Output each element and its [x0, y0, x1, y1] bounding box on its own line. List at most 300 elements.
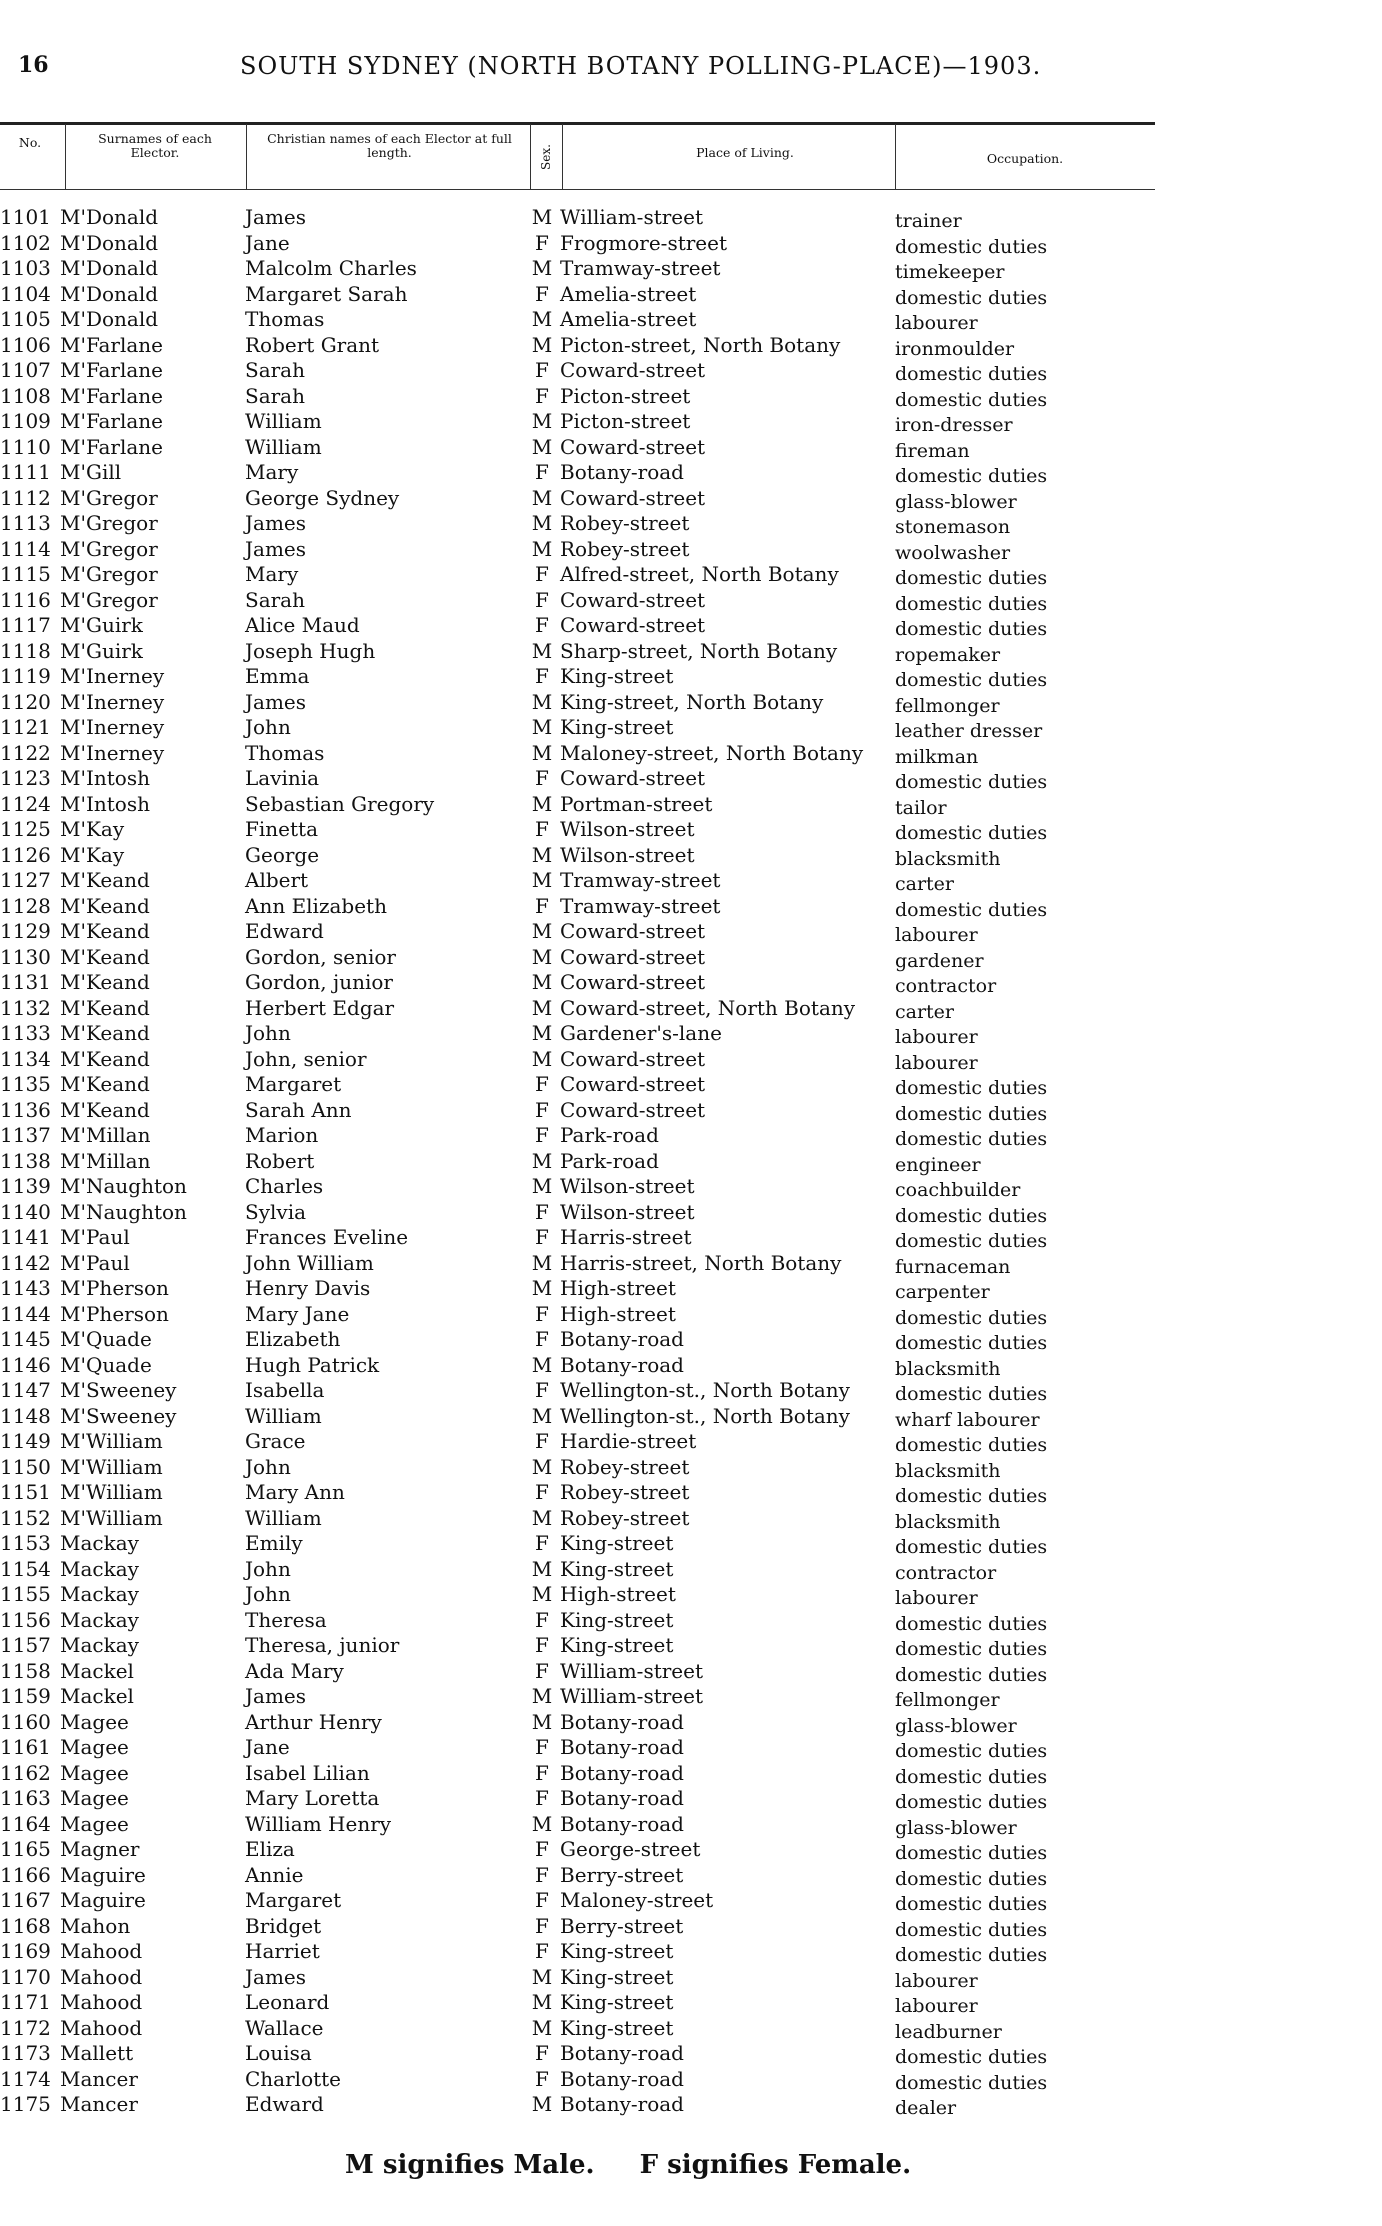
elector-sex: F [535, 1480, 549, 1504]
elector-christian-names: Joseph Hugh [245, 638, 376, 663]
elector-place-of-living: Amelia-street [560, 281, 697, 306]
elector-sex: F [535, 1378, 549, 1402]
table-row [0, 1990, 1382, 2016]
elector-place-of-living: Coward-street [560, 970, 706, 994]
elector-occupation: domestic duties [895, 592, 1048, 615]
elector-number: 1133 [0, 1021, 51, 1045]
elector-surname: M'Keand [60, 1097, 150, 1122]
elector-christian-names: Sebastian Gregory [245, 791, 435, 816]
table-row [0, 1200, 1382, 1226]
elector-number: 1134 [0, 1046, 51, 1071]
elector-sex: M [531, 2015, 553, 2040]
header-rule-bottom [0, 189, 1155, 190]
elector-place-of-living: Coward-street [560, 587, 706, 612]
elector-place-of-living: Coward-street [560, 613, 706, 637]
column-divider [895, 124, 896, 189]
elector-place-of-living: King-street [560, 1531, 674, 1555]
elector-place-of-living: Tramway-street [560, 256, 721, 280]
header-place: Place of Living. [696, 145, 794, 160]
table-row [0, 1404, 1382, 1430]
elector-occupation: labourer [895, 1995, 978, 2017]
table-row [0, 1480, 1382, 1506]
elector-place-of-living: Park-road [560, 1148, 659, 1173]
elector-occupation: labourer [895, 312, 978, 334]
elector-sex: M [531, 1454, 553, 1479]
elector-number: 1162 [0, 1760, 51, 1785]
elector-number: 1137 [0, 1123, 51, 1147]
elector-sex: F [535, 2041, 549, 2065]
elector-occupation: domestic duties [895, 363, 1048, 385]
elector-surname: M'Donald [60, 230, 159, 255]
elector-place-of-living: Coward-street, North Botany [560, 995, 856, 1020]
elector-occupation: domestic duties [895, 618, 1048, 640]
elector-christian-names: Mary Ann [245, 1480, 345, 1504]
elector-surname: M'William [60, 1505, 163, 1530]
elector-number: 1120 [0, 689, 51, 714]
elector-place-of-living: Berry-street [560, 1913, 684, 1938]
elector-christian-names: Sarah [245, 358, 305, 382]
elector-occupation: domestic duties [895, 1842, 1048, 1864]
elector-number: 1129 [0, 919, 51, 943]
elector-surname: M'Inerney [60, 664, 165, 688]
elector-surname: M'Guirk [60, 613, 143, 637]
elector-number: 1164 [0, 1811, 51, 1836]
elector-sex: M [531, 1505, 553, 1530]
elector-surname: M'Sweeney [60, 1378, 177, 1402]
elector-place-of-living: Wilson-street [560, 817, 695, 841]
elector-place-of-living: King-street [560, 1633, 674, 1657]
elector-christian-names: John William [245, 1250, 374, 1275]
elector-place-of-living: High-street [560, 1301, 676, 1326]
elector-occupation: domestic duties [895, 1077, 1048, 1099]
elector-christian-names: Robert [245, 1148, 315, 1173]
elector-sex: F [535, 1225, 549, 1249]
elector-number: 1117 [0, 613, 51, 637]
elector-sex: M [531, 868, 553, 892]
elector-christian-names: Jane [245, 230, 290, 255]
table-row [0, 1353, 1382, 1379]
elector-occupation: milkman [895, 745, 979, 768]
elector-place-of-living: Coward-street [560, 919, 706, 943]
elector-christian-names: Alice Maud [245, 613, 360, 637]
elector-christian-names: Sarah [245, 383, 305, 408]
table-row [0, 2016, 1382, 2042]
elector-surname: M'Keand [60, 1021, 150, 1045]
elector-surname: M'Pherson [60, 1276, 169, 1300]
elector-number: 1102 [0, 230, 51, 255]
elector-sex: M [531, 536, 553, 561]
elector-place-of-living: King-street [560, 1607, 674, 1632]
elector-sex: F [535, 383, 549, 408]
elector-sex: F [535, 1531, 549, 1555]
table-row [0, 2067, 1382, 2093]
elector-christian-names: John, senior [245, 1046, 367, 1071]
elector-place-of-living: Park-road [560, 1123, 659, 1147]
elector-occupation: labourer [895, 1969, 978, 1992]
elector-surname: Magner [60, 1837, 140, 1861]
elector-occupation: gardener [895, 949, 984, 972]
elector-number: 1152 [0, 1505, 51, 1530]
elector-christian-names: Margaret [245, 1072, 342, 1096]
elector-occupation: leadburner [895, 2020, 1002, 2043]
table-row [0, 1735, 1382, 1761]
elector-place-of-living: Wilson-street [560, 842, 695, 867]
table-row [0, 970, 1382, 996]
elector-surname: Mancer [60, 2092, 138, 2116]
elector-number: 1144 [0, 1301, 51, 1326]
elector-surname: M'Donald [60, 281, 159, 306]
elector-surname: Mackay [60, 1531, 139, 1555]
table-row [0, 664, 1382, 690]
elector-occupation: glass-blower [895, 1714, 1017, 1737]
elector-place-of-living: Botany-road [560, 460, 684, 484]
table-row [0, 1812, 1382, 1838]
elector-christian-names: Charles [245, 1174, 324, 1198]
elector-place-of-living: Picton-street [560, 409, 691, 433]
elector-christian-names: John [245, 1021, 291, 1045]
table-row [0, 1684, 1382, 1710]
table-row [0, 1174, 1382, 1200]
elector-occupation: domestic duties [895, 1944, 1048, 1966]
table-row [0, 1608, 1382, 1634]
elector-sex: F [535, 613, 549, 637]
header-no: No. [18, 135, 42, 150]
elector-occupation: domestic duties [895, 771, 1048, 793]
elector-sex: F [535, 664, 549, 688]
elector-occupation: domestic duties [895, 1791, 1048, 1813]
elector-occupation: domestic duties [895, 898, 1048, 921]
elector-christian-names: George [245, 842, 320, 867]
elector-surname: Mahon [60, 1913, 131, 1938]
elector-sex: M [531, 1148, 553, 1173]
elector-place-of-living: Botany-road [560, 1811, 684, 1836]
elector-sex: M [531, 2092, 553, 2116]
elector-christian-names: James [245, 1684, 307, 1708]
elector-number: 1167 [0, 1888, 51, 1912]
elector-occupation: stonemason [895, 516, 1011, 538]
elector-christian-names: Margaret [245, 1888, 342, 1912]
elector-place-of-living: Wilson-street [560, 1174, 695, 1198]
elector-surname: M'Farlane [60, 434, 164, 459]
elector-occupation: domestic duties [895, 1485, 1048, 1507]
elector-christian-names: Ada Mary [245, 1658, 344, 1683]
elector-occupation: blacksmith [895, 1459, 1001, 1482]
elector-number: 1173 [0, 2041, 51, 2065]
elector-occupation: fellmonger [895, 1689, 1000, 1711]
elector-place-of-living: Robey-street [560, 1505, 690, 1530]
elector-sex: M [531, 332, 553, 357]
elector-occupation: domestic duties [895, 1128, 1048, 1150]
elector-number: 1142 [0, 1250, 51, 1275]
elector-place-of-living: Picton-street, North Botany [560, 332, 841, 357]
elector-number: 1165 [0, 1837, 51, 1861]
table-row [0, 1072, 1382, 1098]
elector-occupation: domestic duties [895, 1918, 1048, 1941]
elector-number: 1123 [0, 766, 51, 790]
elector-number: 1108 [0, 383, 51, 408]
table-row [0, 460, 1382, 486]
elector-place-of-living: Botany-road [560, 1760, 684, 1785]
elector-surname: M'William [60, 1454, 163, 1479]
table-row [0, 1225, 1382, 1251]
elector-occupation: domestic duties [895, 1306, 1048, 1329]
elector-christian-names: John [245, 715, 291, 739]
elector-place-of-living: William-street [560, 1658, 704, 1683]
table-row [0, 1633, 1382, 1659]
elector-surname: Magee [60, 1735, 129, 1759]
table-row [0, 1429, 1382, 1455]
elector-occupation: domestic duties [895, 2046, 1048, 2068]
elector-number: 1143 [0, 1276, 51, 1300]
elector-occupation: domestic duties [895, 1536, 1048, 1558]
column-divider [530, 124, 531, 189]
elector-sex: F [535, 766, 549, 790]
elector-number: 1156 [0, 1607, 51, 1632]
table-row [0, 945, 1382, 971]
elector-sex: F [535, 281, 549, 306]
table-row [0, 1149, 1382, 1175]
elector-occupation: labourer [895, 924, 978, 946]
elector-number: 1121 [0, 715, 51, 739]
elector-sex: F [535, 562, 549, 586]
table-row [0, 843, 1382, 869]
elector-christian-names: William [245, 1403, 322, 1428]
elector-sex: F [535, 1097, 549, 1122]
elector-number: 1112 [0, 485, 51, 510]
elector-christian-names: Elizabeth [245, 1327, 341, 1351]
elector-number: 1101 [0, 205, 51, 229]
elector-christian-names: Marion [245, 1123, 319, 1147]
elector-sex: F [535, 1939, 549, 1963]
elector-surname: M'Intosh [60, 766, 150, 790]
table-row [0, 486, 1382, 512]
elector-surname: M'Gregor [60, 511, 158, 535]
elector-sex: M [531, 1352, 553, 1377]
elector-surname: Mackay [60, 1633, 139, 1657]
elector-occupation: wharf labourer [895, 1408, 1040, 1431]
elector-christian-names: Hugh Patrick [245, 1352, 380, 1377]
elector-place-of-living: George-street [560, 1837, 701, 1861]
elector-place-of-living: High-street [560, 1582, 676, 1606]
elector-occupation: domestic duties [895, 1765, 1048, 1788]
elector-christian-names: John [245, 1556, 291, 1581]
elector-sex: F [535, 1327, 549, 1351]
elector-occupation: contractor [895, 975, 997, 997]
elector-number: 1139 [0, 1174, 51, 1198]
column-divider [562, 124, 563, 189]
elector-christian-names: Arthur Henry [245, 1709, 382, 1734]
elector-number: 1115 [0, 562, 51, 586]
elector-sex: F [535, 1072, 549, 1096]
elector-number: 1161 [0, 1735, 51, 1759]
elector-surname: Magee [60, 1811, 129, 1836]
elector-surname: M'Naughton [60, 1199, 187, 1224]
elector-place-of-living: Picton-street [560, 383, 691, 408]
elector-number: 1159 [0, 1684, 51, 1708]
elector-number: 1113 [0, 511, 51, 535]
elector-surname: Magee [60, 1709, 129, 1734]
elector-place-of-living: Coward-street [560, 944, 706, 969]
elector-number: 1149 [0, 1429, 51, 1453]
elector-surname: Maguire [60, 1862, 146, 1887]
elector-place-of-living: High-street [560, 1276, 676, 1300]
elector-place-of-living: Coward-street [560, 766, 706, 790]
elector-surname: M'Guirk [60, 638, 143, 663]
elector-number: 1157 [0, 1633, 51, 1657]
table-row [0, 1914, 1382, 1940]
elector-number: 1132 [0, 995, 51, 1020]
table-row [0, 1506, 1382, 1532]
elector-number: 1148 [0, 1403, 51, 1428]
elector-sex: M [531, 434, 553, 459]
elector-surname: M'Farlane [60, 383, 164, 408]
table-row [0, 1455, 1382, 1481]
elector-surname: M'Keand [60, 944, 150, 969]
elector-occupation: domestic duties [895, 1612, 1048, 1635]
header-rule-top [0, 122, 1155, 125]
elector-number: 1125 [0, 817, 51, 841]
elector-occupation: domestic duties [895, 1663, 1048, 1686]
elector-christian-names: Emma [245, 664, 310, 688]
elector-christian-names: Thomas [245, 740, 325, 765]
elector-christian-names: Malcolm Charles [245, 256, 417, 280]
elector-place-of-living: King-street [560, 1556, 674, 1581]
elector-christian-names: Albert [245, 868, 309, 892]
header-surname: Surnames of each Elector. [98, 131, 212, 160]
elector-occupation: dealer [895, 2097, 957, 2119]
elector-surname: M'Inerney [60, 740, 165, 765]
table-row [0, 435, 1382, 461]
elector-number: 1147 [0, 1378, 51, 1402]
table-row [0, 1710, 1382, 1736]
elector-number: 1150 [0, 1454, 51, 1479]
elector-occupation: domestic duties [895, 1102, 1048, 1125]
table-row [0, 1939, 1382, 1965]
elector-christian-names: Theresa, junior [245, 1633, 400, 1657]
elector-occupation: blacksmith [895, 1357, 1001, 1380]
elector-place-of-living: Coward-street [560, 1097, 706, 1122]
elector-place-of-living: Frogmore-street [560, 230, 728, 255]
elector-place-of-living: Coward-street [560, 485, 706, 510]
elector-sex: M [531, 205, 553, 229]
elector-number: 1130 [0, 944, 51, 969]
table-row [0, 613, 1382, 639]
page-title: SOUTH SYDNEY (NORTH BOTANY POLLING-PLACE)—1903. [240, 52, 1042, 80]
elector-occupation: domestic duties [895, 1383, 1048, 1405]
table-row [0, 817, 1382, 843]
elector-place-of-living: King-street [560, 2015, 674, 2040]
elector-occupation: carter [895, 1000, 955, 1023]
elector-christian-names: Jane [245, 1735, 290, 1759]
elector-surname: M'Pherson [60, 1301, 169, 1326]
elector-surname: M'Intosh [60, 791, 150, 816]
table-row [0, 1786, 1382, 1812]
table-row [0, 766, 1382, 792]
elector-number: 1138 [0, 1148, 51, 1173]
elector-surname: Mahood [60, 2015, 143, 2040]
elector-sex: F [535, 1862, 549, 1887]
elector-number: 1118 [0, 638, 51, 663]
elector-sex: M [531, 970, 553, 994]
elector-christian-names: Robert Grant [245, 332, 380, 357]
header-occupation: Occupation. [986, 151, 1064, 166]
table-row [0, 358, 1382, 384]
elector-occupation: domestic duties [895, 567, 1048, 589]
table-row [0, 639, 1382, 665]
elector-occupation: woolwasher [895, 541, 1011, 564]
table-row [0, 231, 1382, 257]
footer-legend [345, 2150, 947, 2180]
elector-occupation: domestic duties [895, 1434, 1048, 1456]
elector-surname: M'Quade [60, 1327, 152, 1351]
elector-number: 1154 [0, 1556, 51, 1581]
elector-number: 1131 [0, 970, 51, 994]
table-row [0, 1123, 1382, 1149]
elector-surname: M'Inerney [60, 689, 165, 714]
elector-occupation: labourer [895, 1051, 978, 1074]
elector-occupation: domestic duties [895, 388, 1048, 411]
elector-sex: F [535, 1199, 549, 1224]
elector-christian-names: Annie [245, 1862, 304, 1887]
elector-number: 1107 [0, 358, 51, 382]
elector-occupation: domestic duties [895, 235, 1048, 258]
table-row [0, 537, 1382, 563]
elector-occupation: domestic duties [895, 1867, 1048, 1890]
elector-sex: F [535, 893, 549, 918]
table-row [0, 1761, 1382, 1787]
elector-christian-names: Finetta [245, 817, 318, 841]
elector-sex: M [531, 1403, 553, 1428]
elector-surname: Mackel [60, 1684, 134, 1708]
elector-surname: M'Gregor [60, 562, 158, 586]
page-number: 16 [18, 52, 49, 78]
elector-occupation: contractor [895, 1561, 997, 1584]
elector-sex: M [531, 944, 553, 969]
elector-christian-names: James [245, 205, 307, 229]
elector-place-of-living: Berry-street [560, 1862, 684, 1887]
elector-occupation: fireman [895, 439, 970, 462]
table-row [0, 1863, 1382, 1889]
elector-christian-names: Gordon, senior [245, 944, 396, 969]
elector-place-of-living: King-street [560, 1939, 674, 1963]
elector-surname: M'Gregor [60, 587, 158, 612]
elector-sex: M [531, 1276, 553, 1300]
elector-christian-names: Henry Davis [245, 1276, 371, 1300]
elector-number: 1140 [0, 1199, 51, 1224]
table-row [0, 1837, 1382, 1863]
elector-sex: F [535, 587, 549, 612]
elector-sex: M [531, 715, 553, 739]
elector-sex: M [531, 1582, 553, 1606]
elector-number: 1141 [0, 1225, 51, 1249]
elector-place-of-living: Coward-street [560, 358, 706, 382]
elector-list [0, 205, 1382, 2118]
elector-sex: M [531, 791, 553, 816]
elector-place-of-living: Sharp-street, North Botany [560, 638, 838, 663]
elector-surname: M'Kay [60, 817, 125, 841]
elector-christian-names: Ann Elizabeth [245, 893, 387, 918]
elector-christian-names: James [245, 1964, 307, 1989]
elector-occupation: domestic duties [895, 1332, 1048, 1354]
elector-surname: M'Farlane [60, 358, 164, 382]
elector-christian-names: Herbert Edgar [245, 995, 395, 1020]
elector-sex: M [531, 1046, 553, 1071]
elector-number: 1145 [0, 1327, 51, 1351]
elector-sex: M [531, 919, 553, 943]
elector-christian-names: George Sydney [245, 485, 400, 510]
elector-number: 1104 [0, 281, 51, 306]
elector-place-of-living: Wellington-st., North Botany [560, 1378, 850, 1402]
